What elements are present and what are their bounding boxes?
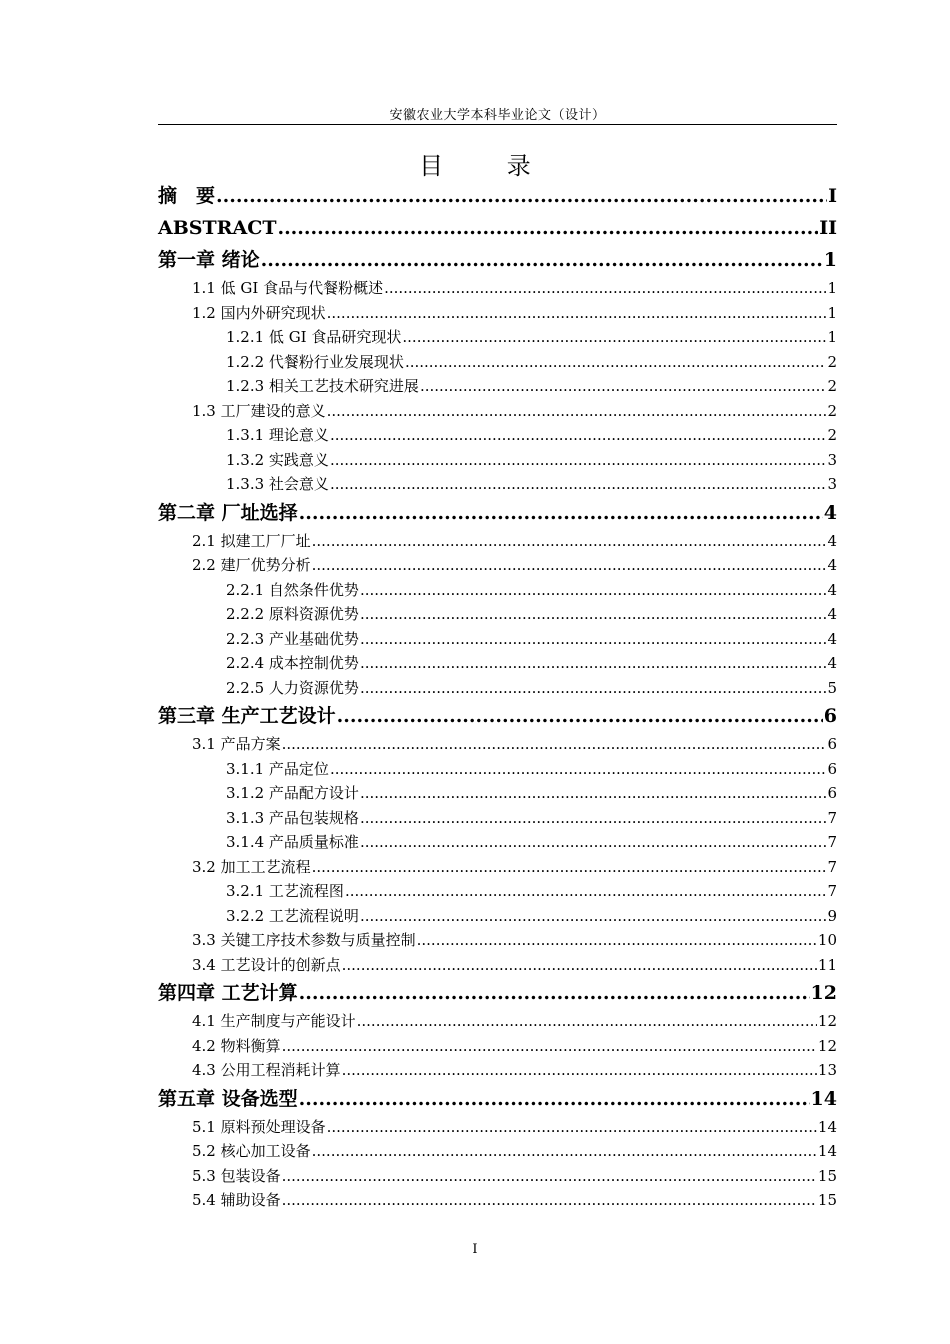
toc-subsection-entry[interactable] [158,423,837,448]
toc-chapter-entry[interactable] [158,212,837,244]
toc-entry-label: 4.1 生产制度与产能设计 [192,1012,356,1030]
toc-entry-label: 1.2.2 代餐粉行业发展现状 [226,352,404,371]
toc-leader-dots [261,244,823,276]
toc-leader-dots [360,627,827,652]
toc-leader-dots [282,1034,817,1059]
toc-section-entry[interactable] [158,1164,837,1189]
toc-leader-dots [360,602,827,627]
header-rule [158,124,837,125]
toc-entry-page: 4 [827,531,837,550]
toc-entry-page: 4 [827,556,837,574]
toc-subsection-entry[interactable] [158,757,837,782]
toc-leader-dots [299,497,823,529]
toc-entry-page: 1 [827,279,837,297]
toc-entry-page: 13 [817,1061,837,1079]
toc-entry-page: 14 [817,1117,837,1136]
toc-entry-label: 1.3.2 实践意义 [226,450,329,469]
toc-entry-label: 4.3 公用工程消耗计算 [192,1061,341,1079]
toc-leader-dots [360,781,827,806]
toc-section-entry[interactable] [158,553,837,578]
toc-subsection-entry[interactable] [158,472,837,497]
toc-leader-dots [402,325,826,350]
toc-entry-label: 5.2 核心加工设备 [192,1142,311,1160]
toc-leader-dots [277,212,818,244]
toc-leader-dots [282,1164,817,1189]
toc-leader-dots [312,1139,817,1164]
toc-title: 目 录 [419,152,559,180]
toc-entry-page: 3 [827,450,837,469]
toc-entry-label: 摘 要 [158,185,216,207]
toc-entry-label: 2.2.2 原料资源优势 [226,605,359,623]
toc-entry-page: 7 [827,882,837,900]
toc-entry-label: 3.2 加工工艺流程 [192,857,311,876]
toc-section-entry[interactable] [158,1139,837,1164]
toc-entry-page: I [828,185,837,207]
toc-leader-dots [330,423,827,448]
toc-entry-page: 12 [810,982,837,1004]
toc-chapter-entry[interactable] [158,700,837,732]
toc-subsection-entry[interactable] [158,325,837,350]
toc-entry-label: 2.2.3 产业基础优势 [226,629,359,648]
toc-section-entry[interactable] [158,1115,837,1140]
toc-entry-label: 2.2.4 成本控制优势 [226,654,359,672]
toc-section-entry[interactable] [158,732,837,757]
toc-leader-dots [420,374,827,399]
toc-leader-dots [384,276,826,301]
toc-entry-page: 4 [827,654,837,672]
toc-leader-dots [330,757,827,782]
toc-entry-page: 2 [827,377,837,395]
toc-section-entry[interactable] [158,276,837,301]
toc-section-entry[interactable] [158,928,837,953]
toc-leader-dots [360,651,827,676]
toc-entry-label: 3.1.1 产品定位 [226,759,329,778]
toc-leader-dots [342,953,817,978]
toc-leader-dots [312,553,827,578]
toc-entry-label: 3.1 产品方案 [192,735,281,753]
toc-subsection-entry[interactable] [158,830,837,855]
running-header: 安徽农业大学本科毕业论文（设计） [389,108,606,123]
toc-entry-label: 2.2.1 自然条件优势 [226,580,359,599]
toc-entry-page: 9 [827,906,837,925]
toc-leader-dots [360,578,827,603]
toc-entry-page: 6 [823,705,837,727]
toc-entry-label: 第四章 工艺计算 [158,982,298,1004]
toc-leader-dots [282,1188,817,1213]
toc-leader-dots [327,1115,817,1140]
toc-entry-label: 1.2.3 相关工艺技术研究进展 [226,377,419,395]
toc-subsection-entry[interactable] [158,578,837,603]
toc-leader-dots [405,350,827,375]
toc-entry-label: 5.1 原料预处理设备 [192,1117,326,1136]
toc-entry-page: 6 [827,759,837,778]
toc-entry-page: 7 [827,833,837,851]
toc-subsection-entry[interactable] [158,627,837,652]
toc-entry-label: 1.3.1 理论意义 [226,426,329,444]
page-number: I [472,1242,478,1257]
toc-entry-page: 15 [817,1191,837,1209]
toc-leader-dots [342,1058,817,1083]
toc-leader-dots [216,180,827,212]
toc-section-entry[interactable] [158,1034,837,1059]
toc-leader-dots [312,529,827,554]
toc-subsection-entry[interactable] [158,806,837,831]
toc-entry-label: 3.4 工艺设计的创新点 [192,955,341,974]
toc-subsection-entry[interactable] [158,374,837,399]
toc-entry-label: 3.1.3 产品包装规格 [226,808,359,827]
toc-entry-label: 1.3 工厂建设的意义 [192,401,326,420]
table-of-contents [158,180,837,1213]
toc-section-entry[interactable] [158,301,837,326]
toc-entry-label: 1.2 国内外研究现状 [192,303,326,322]
toc-entry-page: 2 [827,401,837,420]
toc-entry-label: 1.2.1 低 GI 食品研究现状 [226,328,402,346]
toc-entry-page: 1 [823,249,837,271]
toc-entry-page: 1 [827,303,837,322]
toc-entry-label: 1.1 低 GI 食品与代餐粉概述 [192,279,384,297]
toc-entry-label: 3.2.2 工艺流程说明 [226,906,359,925]
toc-leader-dots [337,700,823,732]
toc-subsection-entry[interactable] [158,651,837,676]
toc-section-entry[interactable] [158,399,837,424]
toc-leader-dots [345,879,827,904]
toc-subsection-entry[interactable] [158,448,837,473]
toc-entry-label: 1.3.3 社会意义 [226,475,329,493]
toc-entry-page: 4 [827,629,837,648]
toc-leader-dots [299,1083,810,1115]
toc-section-entry[interactable] [158,1009,837,1034]
toc-leader-dots [327,399,827,424]
toc-chapter-entry[interactable] [158,244,837,276]
toc-leader-dots [360,830,827,855]
toc-leader-dots [327,301,827,326]
toc-entry-page: 12 [817,1036,837,1055]
toc-entry-page: 3 [827,475,837,493]
toc-entry-label: 5.3 包装设备 [192,1166,281,1185]
toc-entry-label: 3.3 关键工序技术参数与质量控制 [192,931,416,949]
toc-chapter-entry[interactable] [158,1083,837,1115]
toc-entry-label: 3.1.2 产品配方设计 [226,784,359,802]
toc-entry-label: 3.1.4 产品质量标准 [226,833,359,851]
toc-entry-page: 14 [810,1087,837,1110]
toc-entry-page: 6 [827,735,837,753]
toc-entry-page: 10 [817,931,837,949]
toc-entry-label: 3.2.1 工艺流程图 [226,882,344,900]
toc-entry-page: 2 [827,352,837,371]
toc-subsection-entry[interactable] [158,904,837,929]
toc-leader-dots [330,448,827,473]
toc-leader-dots [360,676,827,701]
toc-entry-label: 第一章 绪论 [158,249,260,271]
toc-section-entry[interactable] [158,529,837,554]
toc-leader-dots [360,904,827,929]
toc-entry-page: 12 [817,1012,837,1030]
toc-entry-page: 4 [827,580,837,599]
toc-entry-label: 2.2.5 人力资源优势 [226,678,359,697]
toc-entry-label: 第三章 生产工艺设计 [158,705,336,727]
toc-entry-label: 2.2 建厂优势分析 [192,556,311,574]
toc-chapter-entry[interactable] [158,180,837,212]
toc-entry-page: 5 [827,678,837,697]
toc-entry-page: 7 [827,857,837,876]
toc-subsection-entry[interactable] [158,350,837,375]
toc-entry-page: 4 [823,501,837,524]
toc-entry-label: ABSTRACT [158,217,277,239]
toc-leader-dots [282,732,827,757]
toc-leader-dots [417,928,817,953]
toc-subsection-entry[interactable] [158,781,837,806]
toc-entry-page: 15 [817,1166,837,1185]
toc-entry-page: 6 [827,784,837,802]
toc-section-entry[interactable] [158,1188,837,1213]
toc-leader-dots [312,855,827,880]
toc-entry-page: 14 [817,1142,837,1160]
toc-entry-label: 第二章 厂址选择 [158,501,298,524]
toc-subsection-entry[interactable] [158,676,837,701]
toc-leader-dots [299,977,810,1009]
toc-entry-label: 4.2 物料衡算 [192,1036,281,1055]
toc-entry-label: 第五章 设备选型 [158,1087,298,1110]
toc-section-entry[interactable] [158,953,837,978]
toc-entry-page: 7 [827,808,837,827]
toc-entry-label: 5.4 辅助设备 [192,1191,281,1209]
toc-leader-dots [360,806,827,831]
toc-entry-label: 2.1 拟建工厂厂址 [192,531,311,550]
toc-leader-dots [330,472,827,497]
toc-entry-page: II [819,217,837,239]
toc-chapter-entry[interactable] [158,977,837,1009]
toc-entry-page: 1 [827,328,837,346]
toc-entry-page: 2 [827,426,837,444]
toc-entry-page: 4 [827,605,837,623]
toc-subsection-entry[interactable] [158,602,837,627]
toc-leader-dots [357,1009,817,1034]
toc-chapter-entry[interactable] [158,497,837,529]
toc-subsection-entry[interactable] [158,879,837,904]
toc-entry-page: 11 [817,955,837,974]
toc-section-entry[interactable] [158,855,837,880]
toc-section-entry[interactable] [158,1058,837,1083]
